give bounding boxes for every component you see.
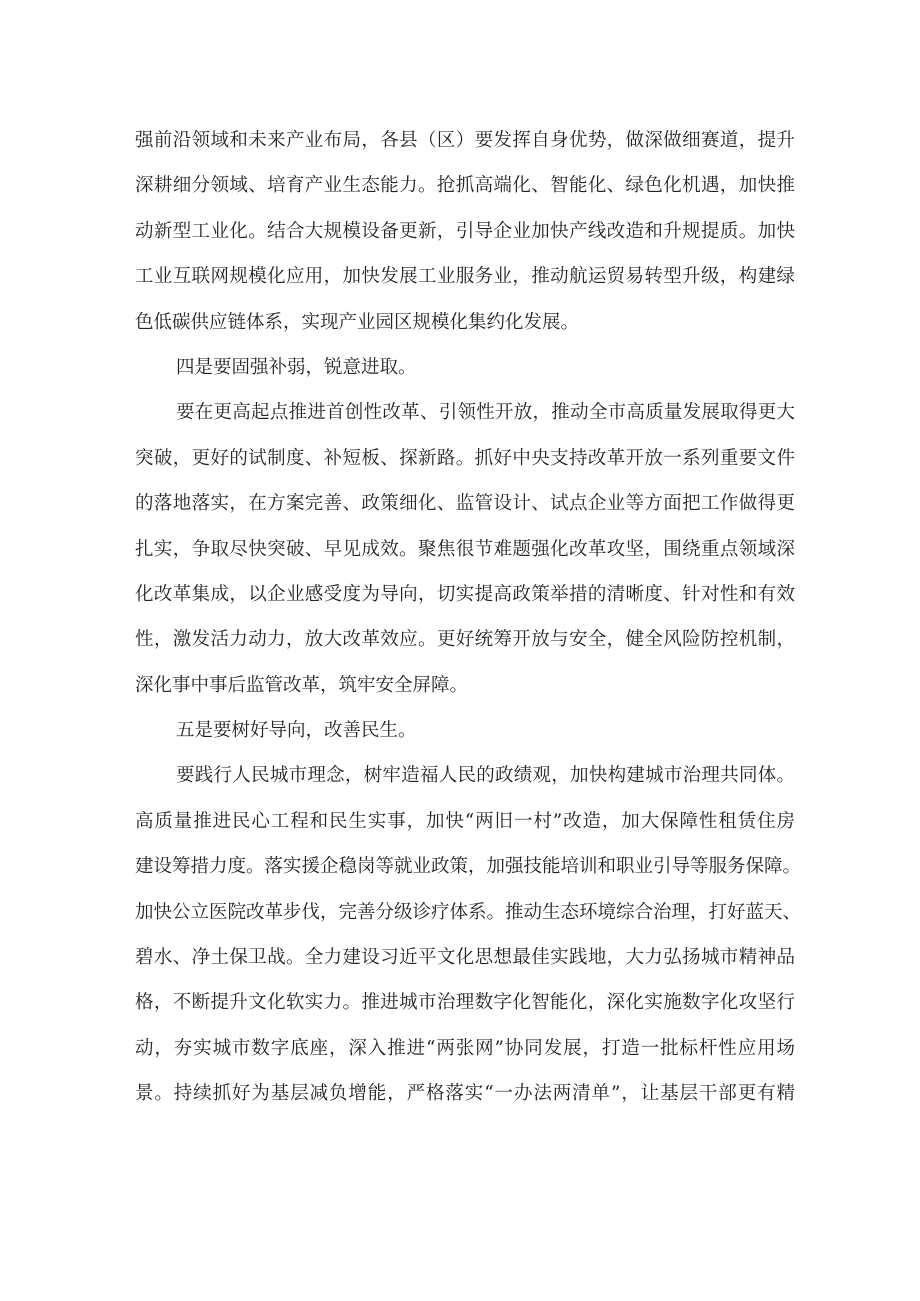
section-heading-4 [135, 345, 795, 390]
paragraph-livelihood [135, 753, 802, 1116]
heading-line: 四是要固强补弱，锐意进取。 [176, 356, 417, 378]
text-line: 化改革集成，以企业感受度为导向，切实提高政策举措的清晰度、针对性和有效 [135, 583, 795, 605]
paragraph-reform [135, 390, 795, 708]
text-line: 格，不断提升文化软实力。推进城市治理数字化智能化，深化实施数字化攻坚行 [135, 992, 795, 1014]
text-line: 深化事中事后监管改革，筑牢安全屏障。 [135, 674, 469, 696]
heading-line: 五是要树好导向，改善民生。 [176, 720, 417, 742]
text-line: 要践行人民城市理念，树牢造福人民的政绩观，加快构建城市治理共同体。 [176, 765, 795, 787]
text-line: 碧水、净土保卫战。全力建设习近平文化思想最佳实践地，大力弘扬城市精神品 [135, 947, 795, 969]
text-line: 景。持续抓好为基层减负增能，严格落实“一办法两清单”，让基层干部更有精 [135, 1083, 795, 1105]
text-line: 动，夯实城市数字底座，深入推进“两张网”协同发展，打造一批标杆性应用场 [135, 1037, 795, 1059]
text-line: 建设筹措力度。落实援企稳岗等就业政策，加强技能培训和职业引导等服务保障。 [135, 856, 802, 878]
text-line: 性，激发活力动力，放大改革效应。更好统筹开放与安全，健全风险防控机制， [135, 629, 795, 651]
paragraph-industry-layout [135, 118, 795, 345]
document-body [135, 118, 802, 1117]
text-line: 加快公立医院改革步伐，完善分级诊疗体系。推动生态环境综合治理，打好蓝天、 [135, 901, 802, 923]
text-line: 色低碳供应链体系，实现产业园区规模化集约化发展。 [135, 311, 580, 333]
text-line: 突破，更好的试制度、补短板、探新路。抓好中央支持改革开放一系列重要文件 [135, 447, 795, 469]
text-line: 工业互联网规模化应用，加快发展工业服务业，推动航运贸易转型升级，构建绿 [135, 266, 795, 288]
text-line: 动新型工业化。结合大规模设备更新，引导企业加快产线改造和升规提质。加快 [135, 220, 795, 242]
text-line: 扎实，争取尽快突破、早见成效。聚焦很节难题强化改革攻坚，围绕重点领域深 [135, 538, 795, 560]
text-line: 的落地落实，在方案完善、政策细化、监管设计、试点企业等方面把工作做得更 [135, 493, 795, 515]
text-line: 强前沿领域和未来产业布局，各县（区）要发挥自身优势，做深做细赛道，提升 [135, 130, 795, 151]
section-heading-5 [135, 708, 795, 753]
text-line: 深耕细分领域、培育产业生态能力。抢抓高端化、智能化、绿色化机遇，加快推 [135, 175, 795, 197]
text-line: 高质量推进民心工程和民生实事，加快“两旧一村”改造，加大保障性租赁住房 [135, 810, 795, 832]
text-line: 要在更高起点推进首创性改革、引领性开放，推动全市高质量发展取得更大 [176, 402, 795, 424]
